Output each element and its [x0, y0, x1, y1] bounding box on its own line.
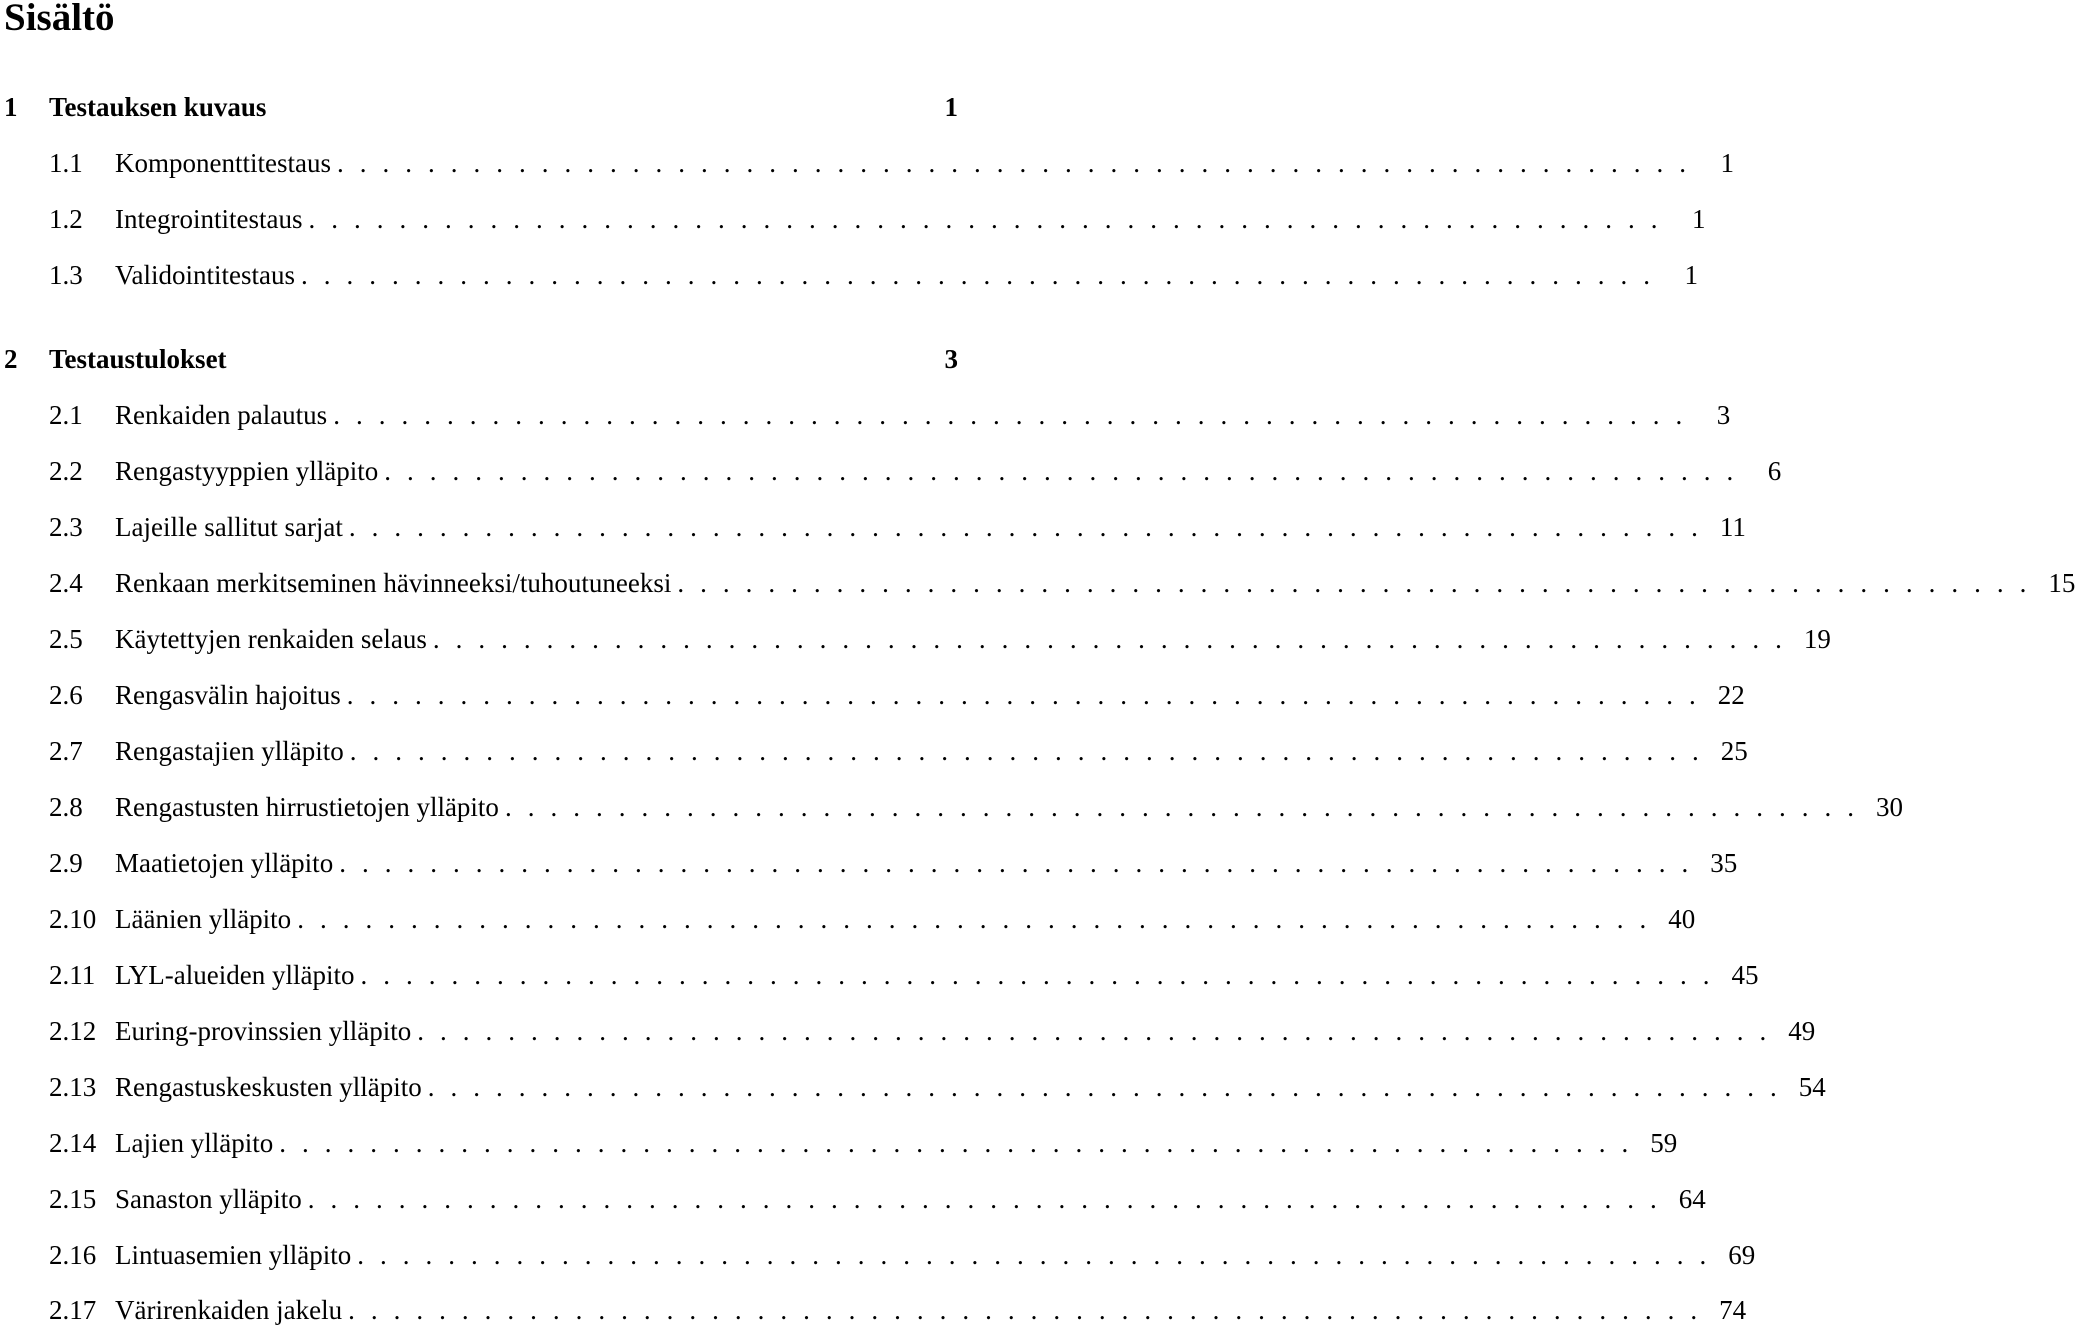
- chapter-title: Testauksen kuvaus: [49, 92, 267, 122]
- section-title: Läänien ylläpito: [115, 904, 292, 934]
- section-title: Lajien ylläpito: [115, 1128, 274, 1158]
- section-number: 2.10: [49, 904, 97, 934]
- toc-section-2-12[interactable]: [0, 1011, 1816, 1051]
- toc-section-2-17[interactable]: [0, 1290, 1747, 1330]
- dot-leader: ............................................................: [348, 512, 1714, 542]
- section-page-number: 6: [1767, 456, 1782, 486]
- dot-leader: ............................................................: [336, 148, 1702, 178]
- toc-section-2-10[interactable]: [0, 899, 1696, 939]
- section-page-number: 54: [1798, 1072, 1826, 1102]
- section-number: 2.13: [49, 1072, 97, 1102]
- toc-chapter-2[interactable]: [0, 339, 960, 379]
- section-page-number: 40: [1668, 904, 1696, 934]
- section-number: 2.9: [49, 848, 83, 878]
- section-title: Komponenttitestaus: [115, 148, 331, 178]
- section-page-number: 35: [1710, 848, 1738, 878]
- toc-section-2-3[interactable]: [0, 507, 1746, 547]
- section-page-number: 1: [1691, 204, 1706, 234]
- dot-leader: ............................................................: [432, 624, 1798, 654]
- section-number: 2.2: [49, 456, 83, 486]
- chapter-number: 2: [4, 344, 18, 374]
- toc-section-2-9[interactable]: [0, 843, 1738, 883]
- section-number: 2.4: [49, 568, 83, 598]
- chapter-page-number: 1: [944, 92, 958, 122]
- toc-section-2-13[interactable]: [0, 1067, 1826, 1107]
- toc-section-2-7[interactable]: [0, 731, 1748, 771]
- toc-chapter-1[interactable]: [0, 87, 960, 127]
- section-number: 2.11: [49, 960, 96, 990]
- dot-leader: ............................................................: [360, 960, 1726, 990]
- section-number: 2.15: [49, 1184, 97, 1214]
- chapter-page-number: 3: [944, 344, 958, 374]
- section-page-number: 45: [1731, 960, 1759, 990]
- dot-leader: ............................................................: [349, 736, 1715, 766]
- section-page-number: 49: [1788, 1016, 1816, 1046]
- toc-section-2-15[interactable]: [0, 1179, 1706, 1219]
- page-title: Sisältö: [4, 0, 115, 39]
- toc-section-2-16[interactable]: [0, 1235, 1756, 1275]
- dot-leader: ............................................................: [346, 680, 1712, 710]
- dot-leader: ............................................................: [427, 1072, 1793, 1102]
- section-title: Renkaan merkitseminen hävinneeksi/tuhoutuneeksi: [115, 568, 672, 598]
- dot-leader: ............................................................: [333, 400, 1699, 430]
- section-number: 1.1: [49, 148, 83, 178]
- section-number: 2.3: [49, 512, 83, 542]
- section-page-number: 1: [1684, 260, 1698, 290]
- section-title: Lintuasemien ylläpito: [115, 1240, 352, 1270]
- section-page-number: 30: [1875, 792, 1903, 822]
- toc-section-2-2[interactable]: [0, 451, 1782, 491]
- section-number: 2.12: [49, 1016, 97, 1046]
- section-page-number: 74: [1719, 1295, 1747, 1325]
- section-title: Värirenkaiden jakelu: [115, 1295, 343, 1325]
- section-page-number: 15: [2048, 568, 2075, 598]
- section-title: Rengastyyppien ylläpito: [115, 456, 379, 486]
- toc-section-2-6[interactable]: [0, 675, 1745, 715]
- section-number: 1.2: [49, 204, 83, 234]
- section-title: Integrointitestaus: [115, 204, 303, 234]
- section-title: Maatietojen ylläpito: [115, 848, 334, 878]
- section-number: 1.3: [49, 260, 83, 290]
- section-page-number: 59: [1650, 1128, 1678, 1158]
- section-title: Rengasvälin hajoitus: [115, 680, 341, 710]
- toc-section-2-4[interactable]: [0, 563, 2075, 603]
- toc-section-2-14[interactable]: [0, 1123, 1678, 1163]
- section-number: 2.16: [49, 1240, 97, 1270]
- section-page-number: 22: [1717, 680, 1745, 710]
- section-title: Rengastusten hirrustietojen ylläpito: [115, 792, 499, 822]
- section-page-number: 19: [1803, 624, 1831, 654]
- toc-section-2-11[interactable]: [0, 955, 1759, 995]
- section-title: Lajeille sallitut sarjat: [115, 512, 343, 542]
- section-page-number: 3: [1716, 400, 1731, 430]
- section-number: 2.17: [49, 1295, 97, 1325]
- chapter-number: 1: [4, 92, 18, 122]
- section-title: Validointitestaus: [115, 260, 295, 290]
- section-title: Rengastuskeskusten ylläpito: [115, 1072, 422, 1102]
- section-number: 2.7: [49, 736, 83, 766]
- toc-section-2-1[interactable]: [0, 395, 1731, 435]
- dot-leader: ............................................................: [279, 1128, 1645, 1158]
- section-title: Sanaston ylläpito: [115, 1184, 302, 1214]
- dot-leader: ............................................................: [297, 904, 1663, 934]
- chapter-title: Testaustulokset: [49, 344, 227, 374]
- section-title: Euring-provinssien ylläpito: [115, 1016, 412, 1046]
- section-number: 2.6: [49, 680, 83, 710]
- section-number: 2.14: [49, 1128, 97, 1158]
- section-title: Käytettyjen renkaiden selaus: [115, 624, 427, 654]
- dot-leader: ............................................................: [384, 456, 1750, 486]
- toc-section-1-2[interactable]: [0, 199, 1706, 239]
- section-number: 2.1: [49, 400, 83, 430]
- dot-leader: ............................................................: [339, 848, 1705, 878]
- toc-section-1-3[interactable]: [0, 255, 1698, 295]
- dot-leader: ............................................................: [307, 1184, 1673, 1214]
- section-page-number: 25: [1720, 736, 1748, 766]
- section-number: 2.5: [49, 624, 83, 654]
- dot-leader: ............................................................: [504, 792, 1870, 822]
- toc-section-2-5[interactable]: [0, 619, 1831, 659]
- dot-leader: ............................................................: [677, 568, 2043, 598]
- section-title: Renkaiden palautus: [115, 400, 328, 430]
- section-page-number: 1: [1720, 148, 1734, 178]
- dot-leader: ............................................................: [300, 260, 1666, 290]
- dot-leader: ............................................................: [348, 1295, 1714, 1325]
- section-title: Rengastajien ylläpito: [115, 736, 344, 766]
- dot-leader: ............................................................: [417, 1016, 1783, 1046]
- section-page-number: 11: [1719, 512, 1746, 542]
- section-title: LYL-alueiden ylläpito: [115, 960, 355, 990]
- section-page-number: 64: [1678, 1184, 1706, 1214]
- dot-leader: ............................................................: [357, 1240, 1723, 1270]
- toc-section-1-1[interactable]: [0, 143, 1734, 183]
- toc-section-2-8[interactable]: [0, 787, 1903, 827]
- dot-leader: ............................................................: [308, 204, 1674, 234]
- section-page-number: 69: [1728, 1240, 1756, 1270]
- section-number: 2.8: [49, 792, 83, 822]
